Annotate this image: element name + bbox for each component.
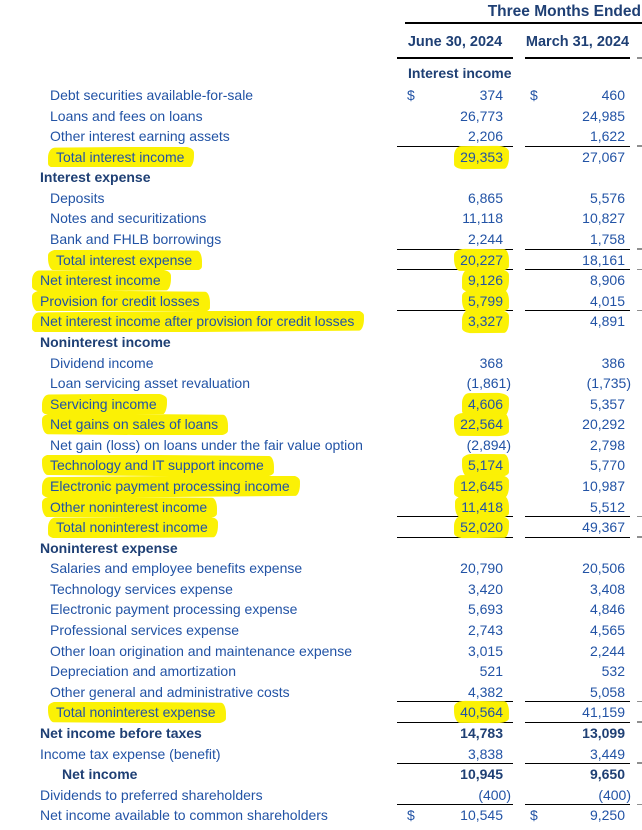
cell-value: 10,545 <box>460 807 503 824</box>
table-row <box>0 373 642 394</box>
value-cell-col2 <box>525 805 630 826</box>
value-cell-col2 <box>525 353 630 374</box>
table-row <box>0 332 642 353</box>
row-label-cell <box>0 126 397 147</box>
cell-value: (1,735) <box>586 375 631 392</box>
cell-value: 24,985 <box>582 107 625 124</box>
value-cell-col1 <box>397 682 513 703</box>
value-cell-col2 <box>525 620 630 641</box>
row-label: Noninterest income <box>40 333 171 350</box>
cell-value: 22,564 <box>460 414 503 435</box>
table-row <box>0 229 642 250</box>
cell-value: 460 <box>601 87 625 103</box>
row-label-cell <box>0 455 397 476</box>
cell-value: 20,227 <box>460 251 503 268</box>
row-label: Net income before taxes <box>40 724 202 741</box>
table-row <box>0 620 642 641</box>
value-cell-col2 <box>525 785 630 806</box>
row-label: Net gains on sales of loans <box>50 414 218 435</box>
row-label-cell <box>0 805 397 826</box>
value-cell-col2 <box>525 291 630 312</box>
row-label: Technology and IT support income <box>50 455 264 476</box>
table-row <box>0 147 642 168</box>
table-row <box>0 455 642 476</box>
cell-value: 27,067 <box>582 148 625 165</box>
row-label: Loan servicing asset revaluation <box>50 375 251 392</box>
row-label: Net interest income <box>40 270 161 291</box>
value-cell-col1 <box>397 414 513 435</box>
row-label: Depreciation and amortization <box>50 663 236 680</box>
row-label-cell <box>0 229 397 250</box>
value-cell-col1 <box>397 476 513 497</box>
value-cell-col1 <box>397 106 513 127</box>
column-header-march: March 31, 2024 <box>525 34 630 59</box>
value-cell-col1 <box>397 394 513 415</box>
row-label: Total interest income <box>56 147 184 168</box>
cell-value: 12,645 <box>460 476 503 497</box>
row-label-cell <box>0 106 397 127</box>
table-row <box>0 599 642 620</box>
row-label: Income tax expense (benefit) <box>40 745 221 762</box>
row-label-cell <box>0 620 397 641</box>
value-cell-col2 <box>525 476 630 497</box>
row-label: Notes and securitizations <box>50 210 207 227</box>
row-label: Net income available to common shareholders <box>40 807 328 824</box>
cell-value: 11,118 <box>462 210 503 227</box>
row-label: Technology services expense <box>50 580 233 597</box>
column-header-june: June 30, 2024 <box>397 34 513 59</box>
currency-symbol: $ <box>530 87 538 103</box>
table-row <box>0 167 642 188</box>
cell-value: 1,622 <box>589 128 625 145</box>
row-label-cell <box>0 517 397 538</box>
row-label-cell <box>0 373 397 394</box>
cell-value: 5,174 <box>468 455 503 476</box>
cell-value: 20,790 <box>460 560 503 577</box>
value-cell-col1 <box>397 599 513 620</box>
cell-value: 9,126 <box>468 270 503 291</box>
cell-value: (400) <box>598 786 631 803</box>
table-row <box>0 702 642 723</box>
table-row <box>0 188 642 209</box>
cell-value: 2,244 <box>589 642 625 659</box>
row-label-cell <box>0 435 397 456</box>
value-cell-col2 <box>525 394 630 415</box>
cell-value: 5,770 <box>589 457 625 474</box>
table-row <box>0 497 642 518</box>
row-label-cell <box>0 785 397 806</box>
value-cell-col2 <box>525 599 630 620</box>
row-label: Dividend income <box>50 354 154 371</box>
cell-value: 5,512 <box>589 498 625 515</box>
value-cell-col1 <box>397 785 513 806</box>
row-label: Salaries and employee benefits expense <box>50 560 303 577</box>
table-row <box>0 744 642 765</box>
row-label: Electronic payment processing income <box>50 476 290 497</box>
value-cell-col1 <box>397 558 513 579</box>
row-label: Total interest expense <box>56 250 192 271</box>
cell-value: 2,206 <box>467 128 503 145</box>
currency-symbol: $ <box>407 87 415 103</box>
value-cell-col2 <box>525 126 630 147</box>
row-label-cell <box>0 599 397 620</box>
value-cell-col2 <box>525 270 630 291</box>
row-label-cell <box>0 353 397 374</box>
value-cell-col1 <box>397 497 513 518</box>
value-cell-col2 <box>525 764 630 785</box>
cell-value: 3,449 <box>589 745 625 762</box>
table-row <box>0 661 642 682</box>
row-label: Total noninterest expense <box>56 702 216 723</box>
row-label: Other noninterest income <box>50 497 207 518</box>
value-cell-col2 <box>525 85 630 106</box>
table-row <box>0 311 642 332</box>
row-label-cell <box>0 723 397 744</box>
row-label: Debt securities available-for-sale <box>50 87 254 103</box>
row-label-cell <box>0 208 397 229</box>
row-label-cell <box>0 702 397 723</box>
table-row <box>0 517 642 538</box>
cell-value: 3,327 <box>468 311 503 332</box>
table-row <box>0 126 642 147</box>
value-cell-col2 <box>525 641 630 662</box>
row-label-cell <box>0 497 397 518</box>
row-label-cell <box>0 579 397 600</box>
cell-value: 2,244 <box>467 231 503 248</box>
value-cell-col1 <box>397 188 513 209</box>
value-cell-col2 <box>525 517 630 538</box>
row-label: Dividends to preferred shareholders <box>40 786 263 803</box>
value-cell-col2 <box>525 538 630 559</box>
row-label-cell <box>0 332 397 353</box>
value-cell-col2 <box>525 497 630 518</box>
cell-value: 40,564 <box>460 704 503 721</box>
value-cell-col1 <box>397 250 513 271</box>
value-cell-col1 <box>397 126 513 147</box>
currency-symbol: $ <box>530 807 538 824</box>
cell-value: 368 <box>479 354 503 371</box>
value-cell-col1 <box>397 641 513 662</box>
table-row <box>0 394 642 415</box>
cell-value: (2,894) <box>466 436 511 453</box>
row-label-cell <box>0 414 397 435</box>
row-label-cell <box>0 188 397 209</box>
value-cell-col2 <box>525 208 630 229</box>
value-cell-col1 <box>397 311 513 332</box>
cell-value: 10,827 <box>582 210 625 227</box>
value-cell-col2 <box>525 332 630 353</box>
value-cell-col1 <box>397 538 513 559</box>
row-label-cell <box>0 538 397 559</box>
cell-value: (400) <box>478 786 511 803</box>
row-label: Loans and fees on loans <box>50 107 203 124</box>
value-cell-col1 <box>397 85 513 106</box>
value-cell-col1 <box>397 291 513 312</box>
table-row <box>0 785 642 806</box>
row-label-cell <box>0 311 397 332</box>
cell-value: 4,382 <box>467 683 503 700</box>
row-label-cell <box>0 167 397 188</box>
value-cell-col1 <box>397 270 513 291</box>
value-cell-col1 <box>397 764 513 785</box>
row-label-cell <box>0 394 397 415</box>
row-label-cell <box>0 661 397 682</box>
table-row <box>0 414 642 435</box>
value-cell-col1 <box>397 517 513 538</box>
value-cell-col2 <box>525 723 630 744</box>
cell-value: 1,758 <box>589 231 625 248</box>
column-gap <box>513 34 525 59</box>
value-cell-col2 <box>525 579 630 600</box>
value-cell-col2 <box>525 250 630 271</box>
row-label: Provision for credit losses <box>40 291 200 312</box>
table-row <box>0 641 642 662</box>
table-row <box>0 764 642 785</box>
value-cell-col2 <box>525 311 630 332</box>
value-cell-col2 <box>525 702 630 723</box>
row-label: Professional services expense <box>50 622 240 639</box>
table-row <box>0 723 642 744</box>
table-row <box>0 353 642 374</box>
cell-value: 6,865 <box>467 189 503 206</box>
currency-symbol: $ <box>407 807 415 824</box>
cell-value: 5,693 <box>467 601 503 618</box>
cell-value: 5,576 <box>589 189 625 206</box>
cell-value: 3,408 <box>589 580 625 597</box>
income-statement <box>0 4 642 830</box>
value-cell-col1 <box>397 661 513 682</box>
row-label: Bank and FHLB borrowings <box>50 231 222 248</box>
value-cell-col2 <box>525 229 630 250</box>
row-label: Interest expense <box>40 169 151 186</box>
cropped-column-rule-tick <box>637 57 642 59</box>
cell-value: 374 <box>479 87 503 103</box>
row-label: Net income <box>62 766 138 783</box>
table-row <box>0 291 642 312</box>
cell-value: 4,015 <box>589 292 625 309</box>
value-cell-col2 <box>525 455 630 476</box>
column-headers <box>397 34 642 59</box>
row-label-cell <box>0 744 397 765</box>
value-cell-col2 <box>525 744 630 765</box>
cell-value: 14,783 <box>460 724 503 741</box>
row-label: Other general and administrative costs <box>50 683 290 700</box>
cell-value: 4,606 <box>468 394 503 415</box>
cell-value: 4,565 <box>589 622 625 639</box>
cell-value: 20,292 <box>582 416 625 433</box>
cell-value: 5,799 <box>467 292 503 309</box>
table-row <box>0 579 642 600</box>
table-row <box>0 682 642 703</box>
table-row <box>0 85 642 106</box>
value-cell-col1 <box>397 229 513 250</box>
row-label-cell <box>0 764 397 785</box>
row-label-cell <box>0 558 397 579</box>
cell-value: 532 <box>601 663 625 680</box>
period-header: Three Months Ended <box>405 4 642 24</box>
cell-value: (1,861) <box>466 375 511 392</box>
value-cell-col2 <box>525 682 630 703</box>
row-label: Deposits <box>50 189 105 206</box>
value-cell-col1 <box>397 723 513 744</box>
cell-value: 521 <box>479 663 503 680</box>
value-cell-col1 <box>397 744 513 765</box>
value-cell-col1 <box>397 373 513 394</box>
table-row <box>0 538 642 559</box>
value-cell-col2 <box>525 435 630 456</box>
table-row <box>0 558 642 579</box>
value-cell-col1 <box>397 455 513 476</box>
table-row <box>0 250 642 271</box>
table-row <box>0 208 642 229</box>
value-cell-col2 <box>525 558 630 579</box>
cell-value: 10,987 <box>582 477 625 494</box>
row-label-cell <box>0 85 397 106</box>
row-label-cell <box>0 682 397 703</box>
value-cell-col1 <box>397 167 513 188</box>
value-cell-col2 <box>525 167 630 188</box>
row-label-cell <box>0 250 397 271</box>
row-label: Electronic payment processing expense <box>50 601 298 618</box>
value-cell-col1 <box>397 579 513 600</box>
row-label: Servicing income <box>50 394 157 415</box>
cell-value: 18,161 <box>582 251 625 268</box>
cell-value: 9,650 <box>589 766 625 783</box>
value-cell-col2 <box>525 106 630 127</box>
table-row <box>0 270 642 291</box>
cell-value: 29,353 <box>460 147 503 168</box>
value-cell-col1 <box>397 435 513 456</box>
value-cell-col1 <box>397 620 513 641</box>
cell-value: 386 <box>601 354 625 371</box>
cell-value: 5,058 <box>589 683 625 700</box>
cell-value: 5,357 <box>589 395 625 412</box>
row-label: Total noninterest income <box>56 517 208 538</box>
value-cell-col2 <box>525 373 630 394</box>
value-cell-col2 <box>525 661 630 682</box>
value-cell-col2 <box>525 188 630 209</box>
cell-value: 3,420 <box>467 580 503 597</box>
cell-value: 8,906 <box>589 272 625 289</box>
row-label-cell <box>0 270 397 291</box>
table-row <box>0 106 642 127</box>
value-cell-col1 <box>397 332 513 353</box>
cell-value: 3,838 <box>467 745 503 762</box>
table-body <box>0 85 642 826</box>
row-label: Noninterest expense <box>40 539 178 556</box>
table-row <box>0 476 642 497</box>
value-cell-col1 <box>397 208 513 229</box>
value-cell-col1 <box>397 805 513 826</box>
cell-value: 52,020 <box>460 519 503 536</box>
value-cell-col1 <box>397 147 513 168</box>
row-label: Other interest earning assets <box>50 128 230 145</box>
value-cell-col1 <box>397 353 513 374</box>
cell-value: 3,015 <box>467 642 503 659</box>
cell-value: 9,250 <box>589 807 625 824</box>
cell-value: 4,891 <box>589 313 625 330</box>
cell-value: 20,506 <box>582 560 625 577</box>
value-cell-col2 <box>525 414 630 435</box>
row-label-cell <box>0 641 397 662</box>
section-header-interest-income: Interest income <box>408 65 512 81</box>
table-row <box>0 435 642 456</box>
cell-value: 41,159 <box>582 704 625 721</box>
table-row <box>0 805 642 826</box>
row-label-cell <box>0 147 397 168</box>
row-label: Net interest income after provision for credit losses <box>40 311 354 332</box>
cell-value: 49,367 <box>582 519 625 536</box>
cell-value: 26,773 <box>460 107 503 124</box>
cell-value: 13,099 <box>582 724 625 741</box>
value-cell-col1 <box>397 702 513 723</box>
cell-value: 2,743 <box>467 622 503 639</box>
row-label-cell <box>0 291 397 312</box>
cell-value: 4,846 <box>589 601 625 618</box>
cell-value: 10,945 <box>460 766 503 783</box>
value-cell-col2 <box>525 147 630 168</box>
row-label-cell <box>0 476 397 497</box>
cell-value: 11,418 <box>461 498 503 515</box>
cell-value: 2,798 <box>589 436 625 453</box>
row-label: Net gain (loss) on loans under the fair value option <box>50 436 363 453</box>
row-label: Other loan origination and maintenance expense <box>50 642 352 659</box>
